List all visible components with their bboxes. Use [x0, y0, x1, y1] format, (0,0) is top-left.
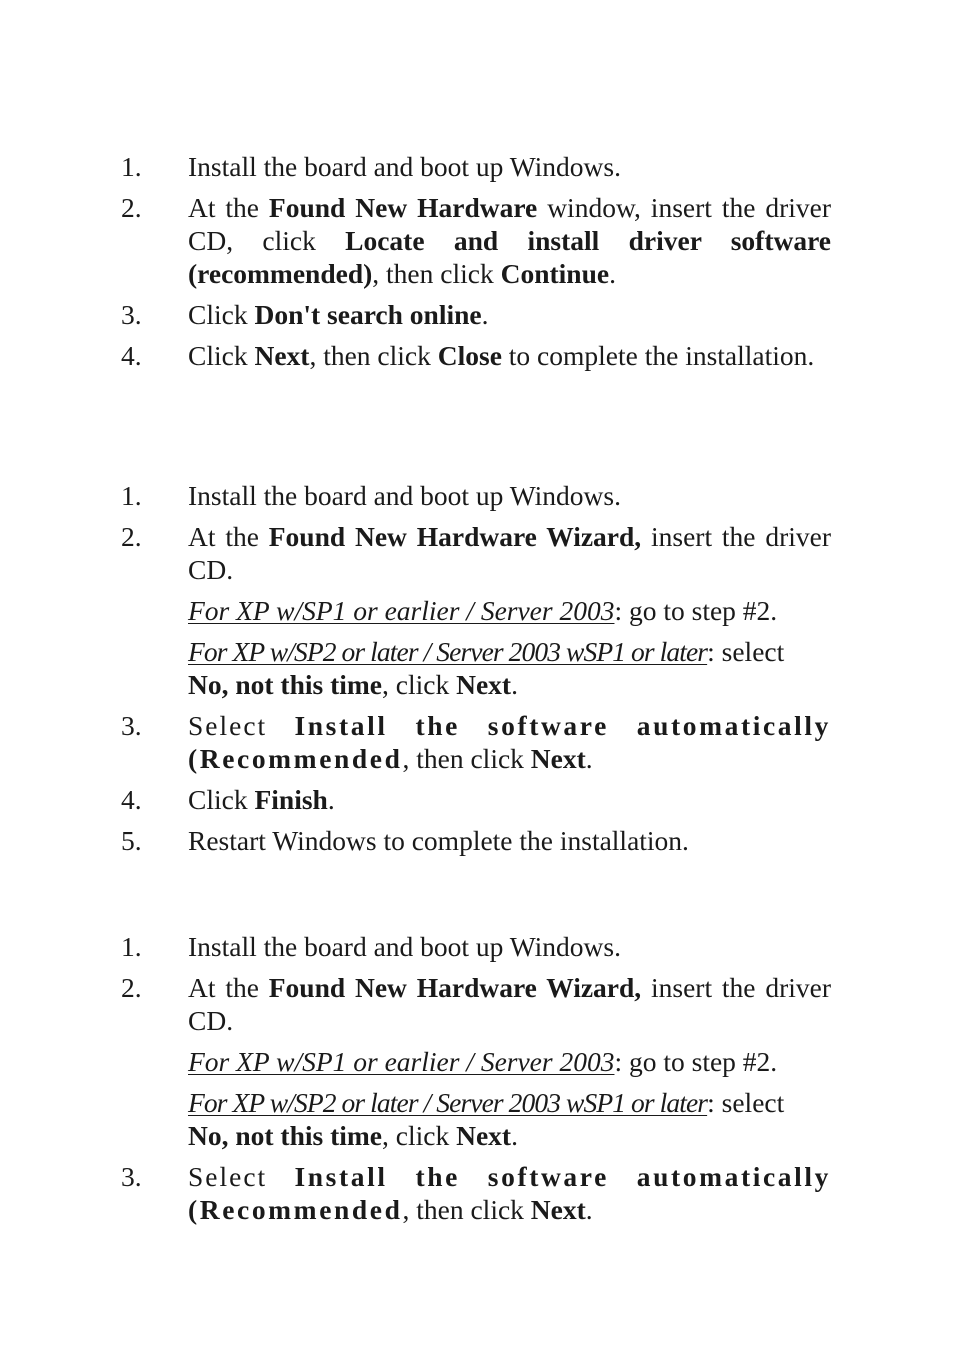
step-text: Click Finish.: [188, 784, 335, 815]
dont-search-online-label: Don't search online: [254, 299, 482, 330]
next-label: Next: [456, 1120, 512, 1151]
step-text: Click Next, then click Close to complete the installation.: [188, 340, 815, 371]
step-text: Install the board and boot up Windows.: [188, 931, 621, 962]
continue-label: Continue: [500, 258, 610, 289]
section-1-steps: [0, 150, 954, 380]
step-number: 1.: [121, 931, 142, 962]
no-not-this-time-label: No, not this time: [188, 1120, 383, 1151]
step-number: 1.: [121, 151, 142, 182]
no-not-this-time-label: No, not this time: [188, 669, 383, 700]
step-text: Install the board and boot up Windows.: [188, 151, 621, 182]
note-xp-sp2: For XP w/SP2 or later / Server 2003 wSP1 or later: select No, not this time, click Next.: [188, 1087, 785, 1151]
section-2-steps: [0, 479, 954, 865]
step-1: [0, 930, 954, 963]
step-text: Select Install the software automatically (Recommended, then click Next.: [188, 710, 831, 774]
step-3: [0, 1160, 954, 1226]
found-new-hardware-wizard-label: Found New Hardware Wizard,: [268, 521, 642, 552]
step-text: Select Install the software automatically (Recommended, then click Next.: [188, 1161, 831, 1225]
close-label: Close: [437, 340, 502, 371]
step-2: [0, 971, 954, 1037]
step-text: At the Found New Hardware window, insert the driver CD, click Locate and install driver software (recommended), then click Continue.: [188, 192, 831, 289]
step-text: Click Don't search online.: [188, 299, 489, 330]
step-text: Restart Windows to complete the installation.: [188, 825, 689, 856]
section-3-steps: [0, 930, 954, 1234]
step-number: 3.: [121, 1161, 142, 1192]
step-number: 2.: [121, 192, 142, 223]
install-automatically-option: Install the software automatically (Recommended: [188, 710, 831, 774]
step-3: [0, 709, 954, 775]
next-label: Next: [254, 340, 310, 371]
step-4: [0, 339, 954, 372]
step-2: [0, 191, 954, 290]
step-number: 2.: [121, 972, 142, 1003]
step-1: [0, 150, 954, 183]
found-new-hardware-wizard-label: Found New Hardware Wizard,: [268, 972, 642, 1003]
step-number: 3.: [121, 299, 142, 330]
note-xp-sp1: For XP w/SP1 or earlier / Server 2003: go to step #2.: [188, 1046, 778, 1077]
step-4: [0, 783, 954, 816]
found-new-hardware-label: Found New Hardware: [268, 192, 538, 223]
next-label: Next: [530, 743, 586, 774]
step-3: [0, 298, 954, 331]
finish-label: Finish: [254, 784, 328, 815]
step-number: 5.: [121, 825, 142, 856]
step-number: 3.: [121, 710, 142, 741]
step-text: At the Found New Hardware Wizard, insert the driver CD.: [188, 972, 831, 1036]
step-5: [0, 824, 954, 857]
step-text: Install the board and boot up Windows.: [188, 480, 621, 511]
step-1: [0, 479, 954, 512]
note-xp-sp1: For XP w/SP1 or earlier / Server 2003: go to step #2.: [188, 595, 778, 626]
note-xp-sp2: For XP w/SP2 or later / Server 2003 wSP1 or later: select No, not this time, click Next.: [188, 636, 785, 700]
step-text: At the Found New Hardware Wizard, insert the driver CD.: [188, 521, 831, 585]
step-number: 2.: [121, 521, 142, 552]
step-number: 4.: [121, 784, 142, 815]
next-label: Next: [530, 1194, 586, 1225]
locate-install-driver-option: Locate and install driver software (recommended): [188, 225, 831, 289]
next-label: Next: [456, 669, 512, 700]
step-number: 1.: [121, 480, 142, 511]
step-2: [0, 520, 954, 586]
step-number: 4.: [121, 340, 142, 371]
install-automatically-option: Install the software automatically (Recommended: [188, 1161, 831, 1225]
